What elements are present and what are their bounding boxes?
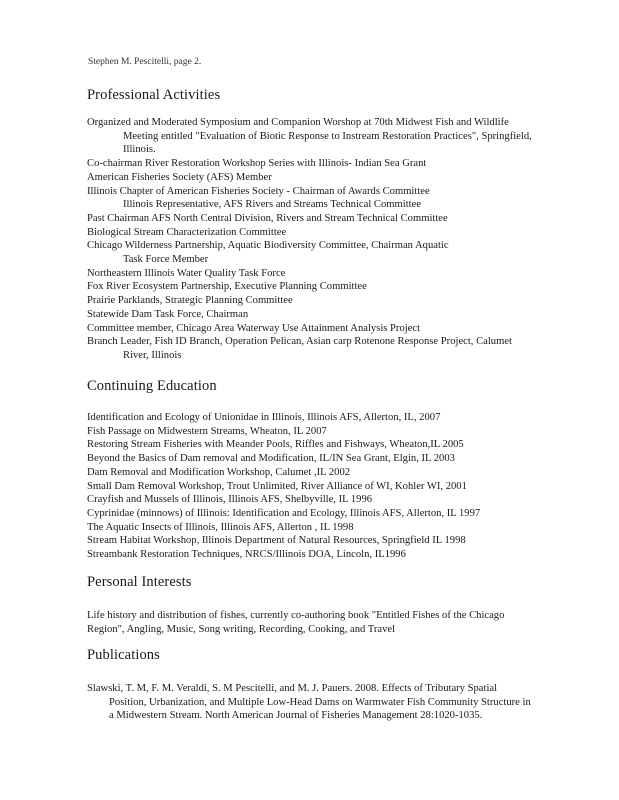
list-item: Small Dam Removal Workshop, Trout Unlimited, River Alliance of WI, Kohler WI, 2001 bbox=[87, 480, 467, 492]
list-item: Stream Habitat Workshop, Illinois Department of Natural Resources, Springfield IL 1998 bbox=[87, 535, 466, 547]
section-title: Publications bbox=[87, 647, 160, 663]
list-item: Co-chairman River Restoration Workshop Series with Illinois- Indian Sea Grant bbox=[87, 158, 427, 170]
list-item: Fish Passage on Midwestern Streams, Wheaton, IL 2007 bbox=[87, 425, 327, 437]
list-item: Past Chairman AFS North Central Division, Rivers and Stream Technical Committee bbox=[87, 212, 448, 224]
professional-activities-section bbox=[87, 87, 537, 363]
section-title: Professional Activities bbox=[87, 87, 221, 103]
list-item: Crayfish and Mussels of Illinois, Illinois AFS, Shelbyville, IL 1996 bbox=[87, 494, 373, 506]
publications-list bbox=[87, 676, 537, 723]
list-item: Illinois Chapter of American Fisheries Society - Chairman of Awards Committee bbox=[87, 185, 430, 197]
personal-interests-section bbox=[87, 574, 537, 637]
list-item: Identification and Ecology of Unionidae in Illinois, Illinois AFS, Allerton, IL, 2007 bbox=[87, 412, 441, 423]
list-item: Biological Stream Characterization Committee bbox=[87, 226, 287, 238]
page-header: Stephen M. Pescitelli, page 2. bbox=[88, 57, 202, 67]
list-item: Illinois Representative, AFS Rivers and Streams Technical Committee bbox=[123, 199, 421, 211]
list-item: Restoring Stream Fisheries with Meander Pools, Riffles and Fishways, Wheaton,IL 2005 bbox=[87, 439, 464, 451]
list-item: American Fisheries Society (AFS) Member bbox=[87, 171, 272, 183]
list-item: Beyond the Basics of Dam removal and Modification, IL/IN Sea Grant, Elgin, IL 2003 bbox=[87, 453, 455, 465]
list-item: Dam Removal and Modification Workshop, Calumet ,IL 2002 bbox=[87, 466, 351, 478]
activities-list bbox=[87, 116, 537, 363]
list-item: Slawski, T. M, F. M. Veraldi, S. M Pescitelli, and M. J. Pauers. 2008. Effects of Tributary Spatial Position, Urbanization, and Multiple Low-Head Dams on Warmwater Fish Community Structure in a Midwestern Stream. North American Journal of Fisheries Management 28:1020-1035. bbox=[87, 683, 531, 722]
list-item: The Aquatic Insects of Illinois, Illinois AFS, Allerton , IL 1998 bbox=[87, 521, 354, 533]
list-item: Branch Leader, Fish ID Branch, Operation Pelican, Asian carp Rotenone Response Project, Calumet River, Illinois bbox=[87, 336, 512, 361]
list-item: Fox River Ecosystem Partnership, Executive Planning Committee bbox=[87, 281, 367, 293]
list-item: Streambank Restoration Techniques, NRCS/Illinois DOA, Lincoln, IL1996 bbox=[87, 549, 406, 561]
list-item: Organized and Moderated Symposium and Companion Worshop at 70th Midwest Fish and Wildlife Meeting entitled "Evaluation of Biotic Response to Instream Restoration Practices", Springfield, Illinois. bbox=[87, 117, 532, 156]
list-item: Statewide Dam Task Force, Chairman bbox=[87, 308, 249, 320]
list-item: Northeastern Illinois Water Quality Task Force bbox=[87, 267, 286, 279]
continuing-education-section bbox=[87, 378, 537, 562]
interests-text: Life history and distribution of fishes, currently co-authoring book "Entitled Fishes of the Chicago Region", Angling, Music, Song writing, Recording, Cooking, and Travel bbox=[87, 610, 505, 635]
list-item: Cyprinidae (minnows) of Illinois: Identification and Ecology, Illinois AFS, Allerton, IL 1997 bbox=[87, 507, 481, 519]
section-title: Continuing Education bbox=[87, 378, 217, 394]
list-item: Committee member, Chicago Area Waterway Use Attainment Analysis Project bbox=[87, 322, 421, 334]
section-title: Personal Interests bbox=[87, 574, 192, 590]
list-item: Chicago Wilderness Partnership, Aquatic Biodiversity Committee, Chairman Aquatic Task Force Member bbox=[87, 240, 449, 266]
education-list bbox=[87, 407, 537, 562]
list-item: Prairie Parklands, Strategic Planning Committee bbox=[87, 295, 293, 307]
publications-section bbox=[87, 647, 537, 723]
